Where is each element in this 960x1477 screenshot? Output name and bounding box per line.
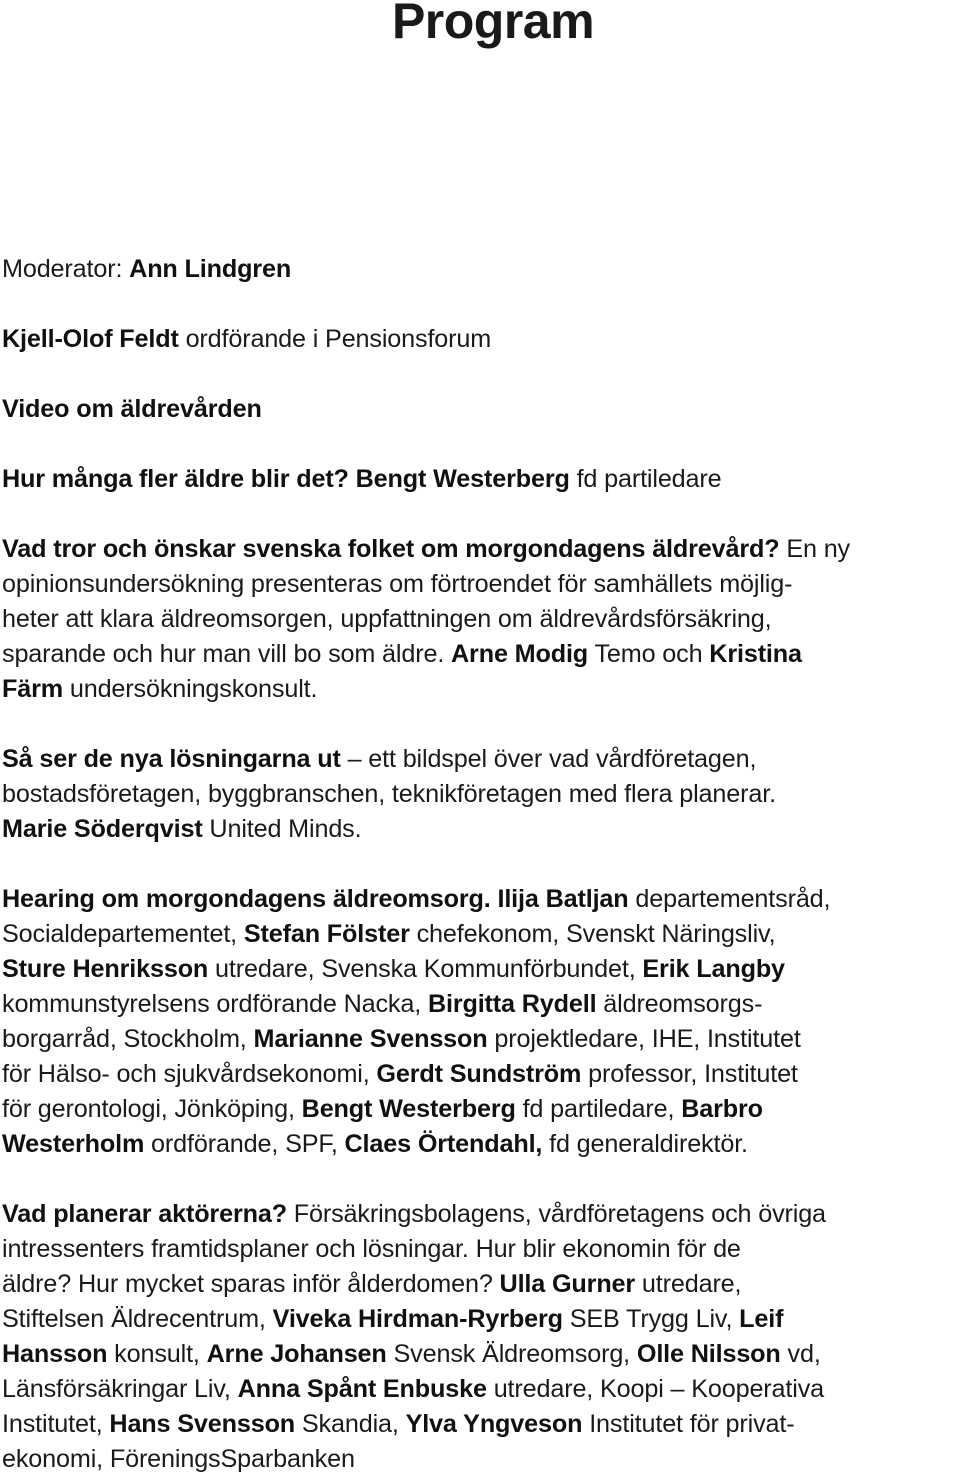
body-text: En ny	[779, 535, 851, 563]
body-text: fd generaldirektör.	[542, 1130, 748, 1158]
body-text: utredare, Koopi – Kooperativa	[486, 1375, 824, 1403]
body-text: Socialdepartementet,	[2, 920, 244, 948]
program-item	[2, 322, 960, 357]
body-text: Temo och	[588, 640, 710, 668]
body-text: chefekonom, Svenskt Näringsliv,	[409, 920, 776, 948]
bold-text: Westerholm	[2, 1130, 145, 1158]
body-text: Stiftelsen Äldrecentrum,	[2, 1305, 273, 1333]
bold-text: Hur många fler äldre blir det? Bengt Westerberg	[2, 465, 570, 493]
program-item-line	[2, 532, 960, 567]
program-item-line	[2, 1127, 960, 1162]
body-text: konsult,	[107, 1340, 207, 1368]
program-item-line	[2, 1442, 960, 1477]
program-item	[2, 742, 960, 847]
program-item-line	[2, 462, 960, 497]
body-text: äldreomsorgs-	[596, 990, 763, 1018]
body-text: bostadsföretagen, byggbranschen, teknikföretagen med flera planerar.	[2, 780, 776, 808]
program-item	[2, 1197, 960, 1477]
program-item-line	[2, 917, 960, 952]
body-text: – ett bildspel över vad vårdföretagen,	[340, 745, 757, 773]
bold-text: Arne Johansen	[206, 1340, 387, 1368]
body-text: sparande och hur man vill bo som äldre.	[2, 640, 452, 668]
bold-text: Birgitta Rydell	[427, 990, 597, 1018]
body-text: SEB Trygg Liv,	[562, 1305, 740, 1333]
program-item-line	[2, 1057, 960, 1092]
program-item-line	[2, 1267, 960, 1302]
bold-text: Stefan Fölster	[243, 920, 410, 948]
body-text: ordförande, SPF,	[144, 1130, 345, 1158]
program-item-line	[2, 812, 960, 847]
body-text: ekonomi, FöreningsSparbanken	[2, 1445, 355, 1473]
page-title: Program	[391, 0, 595, 49]
bold-text: Viveka Hirdman-Ryrberg	[272, 1305, 563, 1333]
body-text: kommunstyrelsens ordförande Nacka,	[2, 990, 428, 1018]
bold-text: Leif	[739, 1305, 784, 1333]
body-text: Institutet för privat-	[582, 1410, 795, 1438]
program-item-line	[2, 1092, 960, 1127]
bold-text: Bengt Westerberg	[301, 1095, 516, 1123]
body-text: Länsförsäkringar Liv,	[2, 1375, 238, 1403]
program-item-line	[2, 637, 960, 672]
body-text: för Hälso- och sjukvårdsekonomi,	[2, 1060, 377, 1088]
bold-text: Anna Spånt Enbuske	[237, 1375, 487, 1403]
body-text: utredare, Svenska Kommunförbundet,	[208, 955, 643, 983]
body-text: departementsråd,	[628, 885, 831, 913]
bold-text: Erik Langby	[642, 955, 785, 983]
bold-text: Kjell-Olof Feldt	[2, 325, 179, 353]
bold-text: Video om äldrevården	[2, 395, 262, 423]
program-item-line	[2, 1372, 960, 1407]
body-text: Skandia,	[295, 1410, 406, 1438]
body-text: Moderator:	[2, 255, 130, 283]
bold-text: Marianne Svensson	[253, 1025, 488, 1053]
bold-text: Olle Nilsson	[636, 1340, 781, 1368]
bold-text: Sture Henriksson	[2, 955, 209, 983]
bold-text: Gerdt Sundström	[376, 1060, 582, 1088]
body-text: opinionsundersökning presenteras om förtroendet för samhällets möjlig-	[2, 570, 793, 598]
bold-text: Kristina	[709, 640, 802, 668]
program-item-line	[2, 952, 960, 987]
bold-text: Arne Modig	[451, 640, 589, 668]
program-item-line	[2, 1302, 960, 1337]
bold-text: Vad planerar aktörerna?	[2, 1200, 287, 1228]
program-item-line	[2, 252, 960, 287]
program-item-line	[2, 882, 960, 917]
body-text: Institutet,	[2, 1410, 110, 1438]
program-item	[2, 252, 960, 287]
body-text: fd partiledare,	[515, 1095, 682, 1123]
program-item-line	[2, 742, 960, 777]
program-item-line	[2, 322, 960, 357]
body-text: professor, Institutet	[581, 1060, 798, 1088]
body-text: projektledare, IHE, Institutet	[487, 1025, 801, 1053]
bold-text: Hansson	[2, 1340, 108, 1368]
bold-text: Ulla Gurner	[499, 1270, 636, 1298]
program-item-line	[2, 672, 960, 707]
program-item-line	[2, 1232, 960, 1267]
bold-text: Färm	[2, 675, 63, 703]
program-item-line	[2, 567, 960, 602]
program-item-line	[2, 1337, 960, 1372]
body-text: heter att klara äldreomsorgen, uppfattningen om äldrevårdsförsäkring,	[2, 605, 772, 633]
body-text: undersökningskonsult.	[63, 675, 318, 703]
bold-text: Hans Svensson	[109, 1410, 296, 1438]
bold-text: Marie Söderqvist	[2, 815, 203, 843]
program-item	[2, 392, 960, 427]
body-text: ordförande i Pensionsforum	[178, 325, 492, 353]
body-text: för gerontologi, Jönköping,	[2, 1095, 302, 1123]
program-item	[2, 462, 960, 497]
program-list	[2, 252, 960, 1477]
program-item	[2, 882, 960, 1162]
program-item-line	[2, 392, 960, 427]
program-item-line	[2, 602, 960, 637]
body-text: fd partiledare	[569, 465, 722, 493]
bold-text: Så ser de nya lösningarna ut	[2, 745, 341, 773]
body-text: borgarråd, Stockholm,	[2, 1025, 254, 1053]
body-text: Försäkringsbolagens, vårdföretagens och övriga	[286, 1200, 826, 1228]
bold-text: Hearing om morgondagens äldreomsorg. Ilija Batljan	[2, 885, 629, 913]
bold-text: Ylva Yngveson	[405, 1410, 583, 1438]
body-text: Svensk Äldreomsorg,	[386, 1340, 637, 1368]
bold-text: Barbro	[681, 1095, 763, 1123]
body-text: United Minds.	[202, 815, 362, 843]
program-item	[2, 532, 960, 707]
bold-text: Vad tror och önskar svenska folket om morgondagens äldrevård?	[2, 535, 780, 563]
bold-text: Claes Örtendahl,	[344, 1130, 543, 1158]
program-item-line	[2, 1022, 960, 1057]
program-item-line	[2, 777, 960, 812]
program-item-line	[2, 987, 960, 1022]
program-item-line	[2, 1197, 960, 1232]
body-text: äldre? Hur mycket sparas inför ålderdomen?	[2, 1270, 500, 1298]
body-text: vd,	[780, 1340, 821, 1368]
body-text: utredare,	[635, 1270, 742, 1298]
bold-text: Ann Lindgren	[129, 255, 292, 283]
body-text: intressenters framtidsplaner och lösningar. Hur blir ekonomin för de	[2, 1235, 741, 1263]
program-item-line	[2, 1407, 960, 1442]
